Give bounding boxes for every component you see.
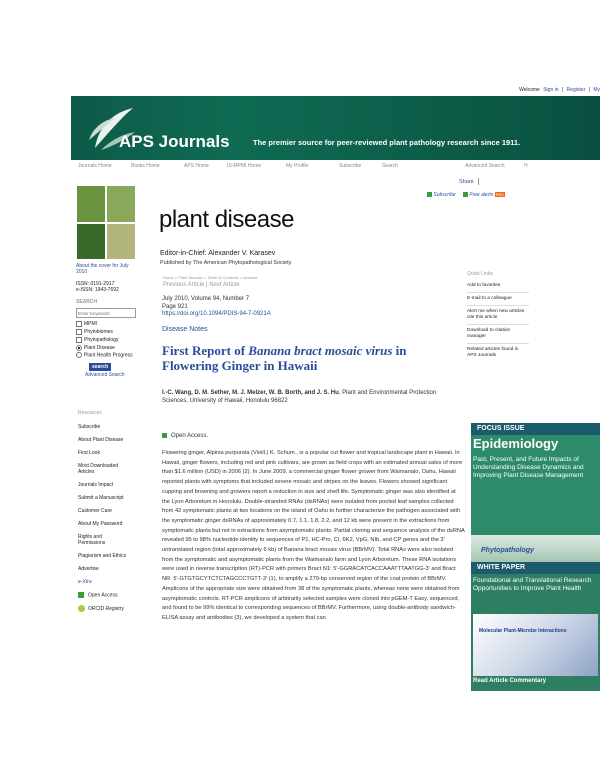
orcid-label: ORCID Registry xyxy=(88,606,124,613)
aps-journals-logo[interactable]: APS Journals xyxy=(119,132,230,151)
resource-submit-manuscript[interactable]: Submit a Manuscript xyxy=(78,495,124,501)
resource-subscribe[interactable]: Subscribe xyxy=(78,424,101,430)
welcome-text: Welcome xyxy=(519,87,540,93)
checkbox-label: Phytobiomes xyxy=(84,329,113,335)
cover-tile xyxy=(76,223,106,260)
editor-in-chief: Editor-in-Chief: Alexander V. Karasev xyxy=(160,250,276,257)
open-access-icon xyxy=(162,433,167,438)
keyword-search-input[interactable] xyxy=(76,308,136,318)
nav-aps-home[interactable]: APS Home xyxy=(184,163,209,169)
resource-extra[interactable]: e-Xtra xyxy=(78,579,92,585)
resource-first-look[interactable]: First Look xyxy=(78,450,100,456)
quick-links-panel xyxy=(467,271,529,362)
aps-banner xyxy=(71,96,600,160)
issn: ISSN: 0191-2917 xyxy=(76,281,115,287)
title-part: First Report of xyxy=(162,343,249,358)
focus-issue-title: Epidemiology xyxy=(473,436,559,451)
open-access-label: Open Access xyxy=(88,592,118,599)
page-info: Page 921 xyxy=(162,304,188,310)
orcid-icon xyxy=(78,605,85,612)
abstract-body: Flowering ginger, Alpinia purpurata (Vieill.) K. Schum., is a popular cut flower and tropical landscape plant in Hawaii. In Hawaii, ginger flowers, including red and pink cultivars, are grown as field crops with an estimated annual sales of more than $1.6 million (USD) in 2006 (2). In June 2009, a commercial ginger flower grower from Waimanalo, Oahu, Hawaii reported plants with symptoms that included severe mosaic and stripes on the leaves. Flowers showed significant cupping and browning and growers report a reduction in size and shelf life. Symptomatic ginger was also identified at the Lyon Arboretum in Honolulu. Double-stranded RNAs (dsRNAs) were isolated from pooled leaf samples collected from 42 symptomatic plants at two locations on the island of Oahu to further characterize the pathogen associated with the symptomatic ginger dsRNAs of approximately 0.7, 1.1, 1.8, 2.2, and 12 kb were present in the extractions from symptomatic plants but not in extractions from asymptomatic plants. Partial cloning and sequence analysis of the dsRNA revealed 95 to 98% nucleotide identity to sequences of P1, HC-Pro, CI, 6K2, VpG, NIb, and CP genes and the 3' untranslated region (total approximately 6 kb) of Banana bract mosaic virus (BBrMV). Total RNAs were also isolated from the symptomatic and asymptomatic plants from the Waimanalo farm and Lyon Arboretum. These RNA isolations were used in reverse transcription (RT)-PCR with primers Bract N1: 5'-GGRACATCACCAAATTTAATGG-3' and Bract NR: 5'-GTGTGCYTCTCTAGCCCTGTT-3' (1), to amplify a 279-bp conserved region of the coat protein of BBrMV. Amplicons of the appropriate size were obtained from 38 of the symptomatic plants, whereas none were obtained from asymptomatic controls. RT-PCR amplicons of arbitrarily selected samples were cloned into pGEM-T Easy, sequenced, and found to be 99% identical to corresponding sequences of BBrMV. Furthermore, using double-antibody sandwich-ELISA assay and antibodies (3), we developed a system that can xyxy=(162,450,465,621)
focus-issue-ad[interactable] xyxy=(471,423,600,566)
separator: | xyxy=(588,87,590,93)
top-account-bar xyxy=(0,87,600,93)
quick-link-related-articles[interactable]: Related articles found in APS Journals xyxy=(467,347,519,358)
share-area xyxy=(459,178,479,185)
main-nav xyxy=(71,160,600,171)
checkbox[interactable] xyxy=(76,337,82,343)
open-access-badge xyxy=(162,433,208,439)
nav-search[interactable]: Search xyxy=(382,163,398,169)
radio-button[interactable] xyxy=(76,345,82,351)
checkbox[interactable] xyxy=(76,329,82,335)
radio-label: Plant Health Progress xyxy=(84,352,133,359)
white-paper-ad[interactable] xyxy=(471,562,600,691)
white-paper-journal-name: Molecular Plant-Microbe Interactions xyxy=(479,628,567,634)
white-paper-header: WHITE PAPER xyxy=(471,562,600,574)
search-title: SEARCH xyxy=(76,299,98,305)
nav-ismpmi-home[interactable]: IS-MPMI Home xyxy=(227,163,262,169)
issue-info: July 2010, Volume 94, Number 7 xyxy=(162,296,250,302)
next-article-link[interactable]: Next Article xyxy=(209,282,240,288)
previous-article-link[interactable]: Previous Article xyxy=(163,282,205,288)
advanced-search-link[interactable]: Advanced Search xyxy=(85,372,125,379)
alert-icon xyxy=(463,192,468,197)
title-virus-name: Banana bract mosaic virus xyxy=(248,343,393,358)
resource-about-my-password[interactable]: About My Password xyxy=(78,521,123,527)
read-article-link[interactable]: Read Article Commentary xyxy=(473,678,547,684)
focus-issue-description: Past, Present, and Future Impacts of Understanding Disease Dynamics and Improving Plant Disease Management xyxy=(473,456,584,479)
article-pager xyxy=(163,282,240,288)
left-sidebar xyxy=(76,185,136,378)
pager-separator: | xyxy=(206,282,208,288)
nav-journals-home[interactable]: Journals Home xyxy=(78,163,112,169)
journal-cover-image[interactable] xyxy=(76,185,136,260)
resource-plagiarism-ethics[interactable]: Plagiarism and Ethics xyxy=(78,553,127,559)
cover-tile xyxy=(106,223,136,260)
article-title xyxy=(162,343,462,373)
focus-issue-header: FOCUS ISSUE xyxy=(471,423,600,435)
breadcrumb[interactable]: Home > Plant Disease > Table of Contents > Abstract xyxy=(163,275,258,280)
title-part: in Flowering Ginger in Hawaii xyxy=(162,343,407,373)
quick-link-add-favorites[interactable]: Add to favorites xyxy=(467,280,529,293)
resource-about-plant-disease[interactable]: About Plant Disease xyxy=(78,437,124,443)
alerts-area xyxy=(427,192,505,198)
search-button[interactable]: search xyxy=(89,363,111,371)
quick-link-alert-citations[interactable]: Alert me when new articles cite this article xyxy=(467,306,529,325)
resource-rights-permissions[interactable]: Rights and Permissions xyxy=(78,534,106,546)
resource-orcid[interactable] xyxy=(78,605,148,612)
cover-tile xyxy=(76,185,106,223)
quick-link-email-colleague[interactable]: E-mail to a colleague xyxy=(467,293,529,306)
checkbox-label: MPMI xyxy=(84,321,98,327)
separator: | xyxy=(561,87,564,93)
subscribe-icon xyxy=(427,192,432,197)
journal-checkbox-phytobiomes[interactable] xyxy=(76,328,136,336)
resource-advertise[interactable]: Advertise xyxy=(78,566,99,572)
nav-books-home[interactable]: Books Home xyxy=(131,163,160,169)
cover-caption-link[interactable]: About the cover for July 2010 xyxy=(76,263,129,275)
quick-link-download-citation[interactable]: Download to citation manager xyxy=(467,325,529,344)
white-paper-journal-image xyxy=(473,614,598,676)
publisher-line: Published by The American Phytopathological Society xyxy=(160,260,292,266)
affiliation: , Plant and Environmental Protection Sciences, University of Hawaii, Honolulu 96822 xyxy=(162,390,437,404)
register-link[interactable]: Register xyxy=(566,87,586,93)
focus-journal-name: Phytopathology xyxy=(481,547,534,554)
radio-plant-health-progress[interactable] xyxy=(76,352,136,358)
open-access-text: Open Access. xyxy=(171,433,209,440)
resource-open-access[interactable] xyxy=(78,592,148,598)
radio-button[interactable] xyxy=(76,352,82,358)
open-access-icon xyxy=(78,592,84,598)
resource-most-downloaded[interactable]: Most Downloaded Articles xyxy=(78,463,119,475)
nav-my-profile[interactable]: My Profile xyxy=(286,163,309,169)
section-label: Disease Notes xyxy=(162,326,208,333)
nav-advanced-search[interactable]: Advanced Search xyxy=(465,163,505,169)
authors: I.-C. Wang, D. M. Sether, M. J. Melzer, W. B. Borth, and J. S. Hu xyxy=(162,390,339,396)
nav-subscribe[interactable]: Subscribe xyxy=(339,163,362,169)
my-link[interactable]: My xyxy=(593,87,600,93)
share-link[interactable]: Share xyxy=(459,178,474,185)
radio-plant-disease[interactable] xyxy=(76,344,136,352)
nav-help[interactable]: H xyxy=(524,163,528,169)
banner-tagline: The premier source for peer-reviewed plant pathology research since 1911. xyxy=(253,138,521,147)
white-paper-description: Foundational and Translational Research Opportunities to Improve Plant Health xyxy=(473,577,592,592)
free-alerts-link[interactable]: Free alerts xyxy=(469,192,494,198)
checkbox[interactable] xyxy=(76,321,82,327)
doi-link[interactable]: https://doi.org/10.1094/PDIS-94-7-0921A xyxy=(162,311,271,317)
authors-block xyxy=(162,389,462,405)
resource-journals-impact[interactable]: Journals Impact xyxy=(78,482,114,488)
sign-in-link[interactable]: Sign in xyxy=(543,87,559,93)
resources-title: Resources xyxy=(78,410,102,416)
resource-customer-care[interactable]: Customer Care xyxy=(78,508,112,514)
quick-links-title: Quick Links xyxy=(467,271,493,277)
eissn: e-ISSN: 1943-7692 xyxy=(76,287,119,293)
checkbox-label: Phytopathology xyxy=(84,337,119,343)
share-divider xyxy=(478,178,479,185)
radio-label: Plant Disease xyxy=(84,345,115,351)
cover-tile xyxy=(106,185,136,223)
journal-title[interactable]: plant disease xyxy=(159,206,294,233)
journal-checkbox-mpmi[interactable] xyxy=(76,320,136,328)
subscribe-link[interactable]: Subscribe xyxy=(433,192,456,198)
resources-panel xyxy=(78,410,148,619)
journal-checkbox-phytopathology[interactable] xyxy=(76,336,136,344)
rss-icon[interactable]: RSS xyxy=(495,192,504,198)
